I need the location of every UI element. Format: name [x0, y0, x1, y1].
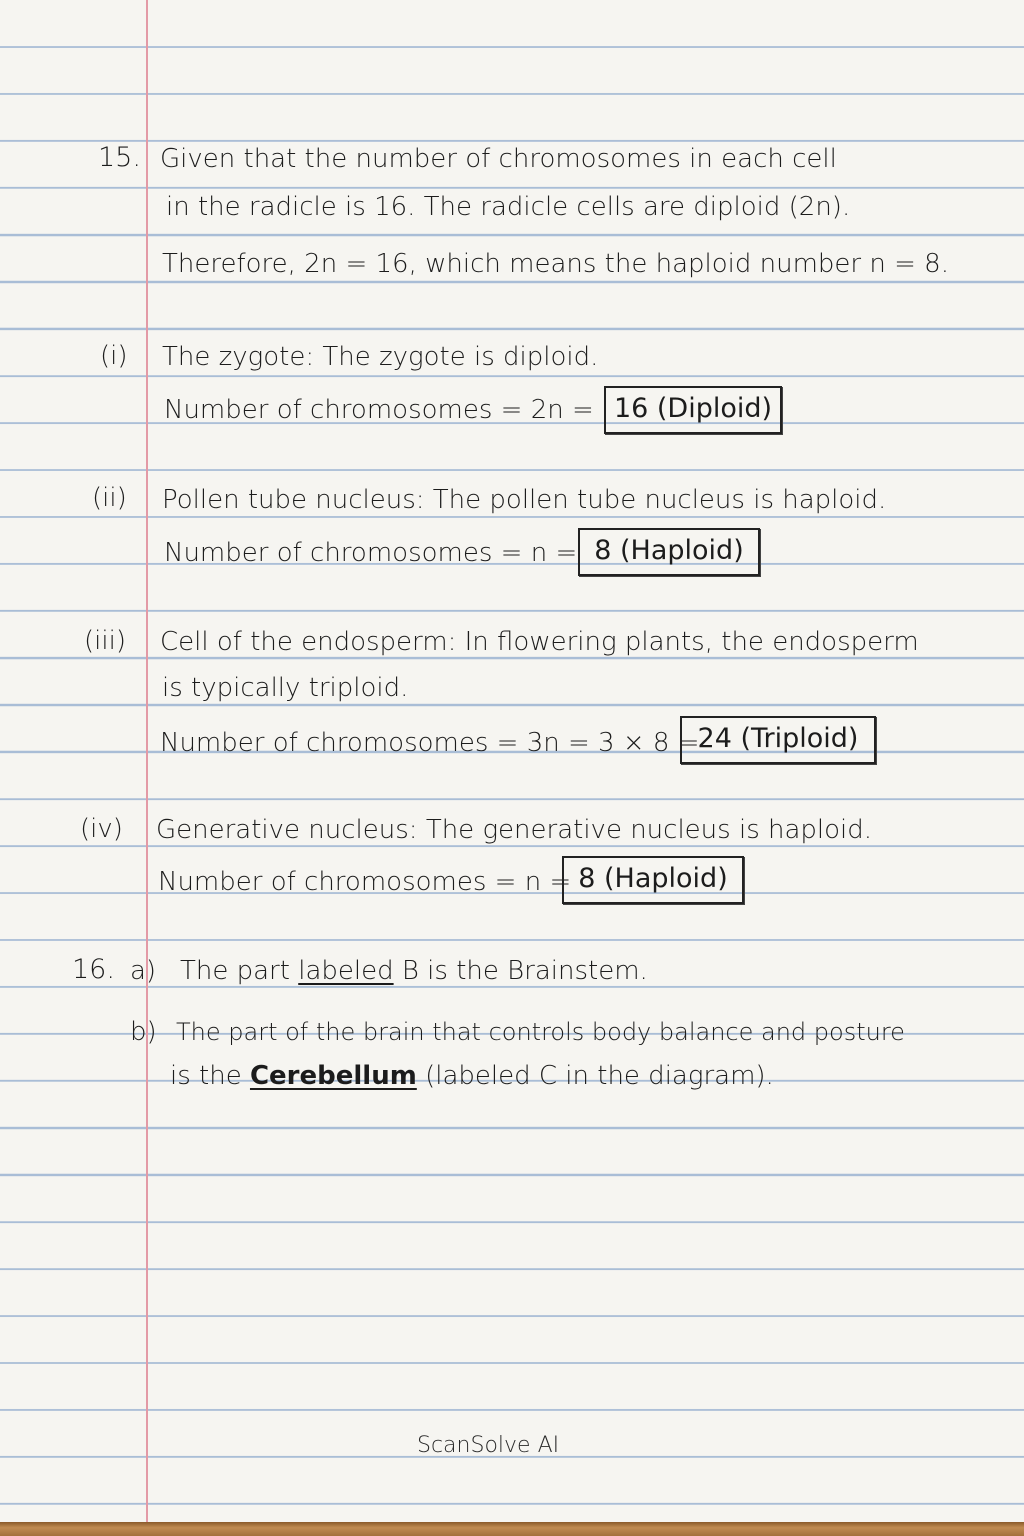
- part-ii-text: Pollen tube nucleus: The pollen tube nucleus is haploid.: [162, 485, 887, 515]
- part-ii-answer-box: [578, 528, 760, 576]
- part-iv-text: Generative nucleus: The generative nucleus is haploid.: [156, 815, 873, 845]
- part-iii-text-line-1: Cell of the endosperm: In flowering plants, the endosperm: [160, 627, 919, 657]
- q15-intro-line-1: Given that the number of chromosomes in each cell: [160, 144, 837, 174]
- part-iii-formula: Number of chromosomes = 3n = 3 × 8 =: [160, 728, 700, 758]
- part-i-label: (i): [100, 341, 128, 371]
- question-15-number: 15.: [98, 142, 141, 173]
- question-16-number: 16.: [72, 954, 115, 985]
- q16-a-text: The part labeled B is the Brainstem.: [180, 956, 648, 986]
- q16-b-label: b): [130, 1017, 157, 1047]
- part-ii-formula: Number of chromosomes = n =: [164, 538, 578, 568]
- q15-intro-line-3: Therefore, 2n = 16, which means the haploid number n = 8.: [162, 249, 949, 279]
- part-iv-formula: Number of chromosomes = n =: [158, 867, 572, 897]
- part-iii-answer: 24 (Triploid): [697, 723, 859, 754]
- part-i-answer: 16 (Diploid): [613, 393, 773, 424]
- q16-b-line-2: is the Cerebellum (labeled C in the diagram).: [170, 1061, 774, 1091]
- part-iv-label: (iv): [80, 814, 123, 844]
- part-iii-label: (iii): [84, 626, 126, 656]
- part-iii-answer-box: [680, 716, 876, 764]
- q16-a-underlined: labeled: [298, 956, 394, 986]
- q16-b-underlined: Cerebellum: [249, 1061, 417, 1091]
- part-i-formula: Number of chromosomes = 2n =: [164, 395, 594, 425]
- margin-line: [146, 0, 148, 1522]
- part-iv-answer-box: [562, 856, 744, 904]
- part-i-text: The zygote: The zygote is diploid.: [162, 342, 599, 372]
- part-ii-label: (ii): [92, 483, 127, 513]
- part-iii-text-line-2: is typically triploid.: [162, 673, 409, 703]
- part-i-answer-box: [604, 386, 782, 434]
- q16-b-line-1: The part of the brain that controls body balance and posture: [176, 1018, 905, 1046]
- part-ii-answer: 8 (Haploid): [594, 535, 744, 566]
- part-iv-answer: 8 (Haploid): [578, 863, 728, 894]
- wooden-desk-edge: [0, 1522, 1024, 1536]
- q16-a-label: a): [130, 956, 157, 986]
- q15-intro-line-2: in the radicle is 16. The radicle cells are diploid (2n).: [166, 192, 851, 222]
- footer-brand: ScanSolve AI: [417, 1433, 560, 1458]
